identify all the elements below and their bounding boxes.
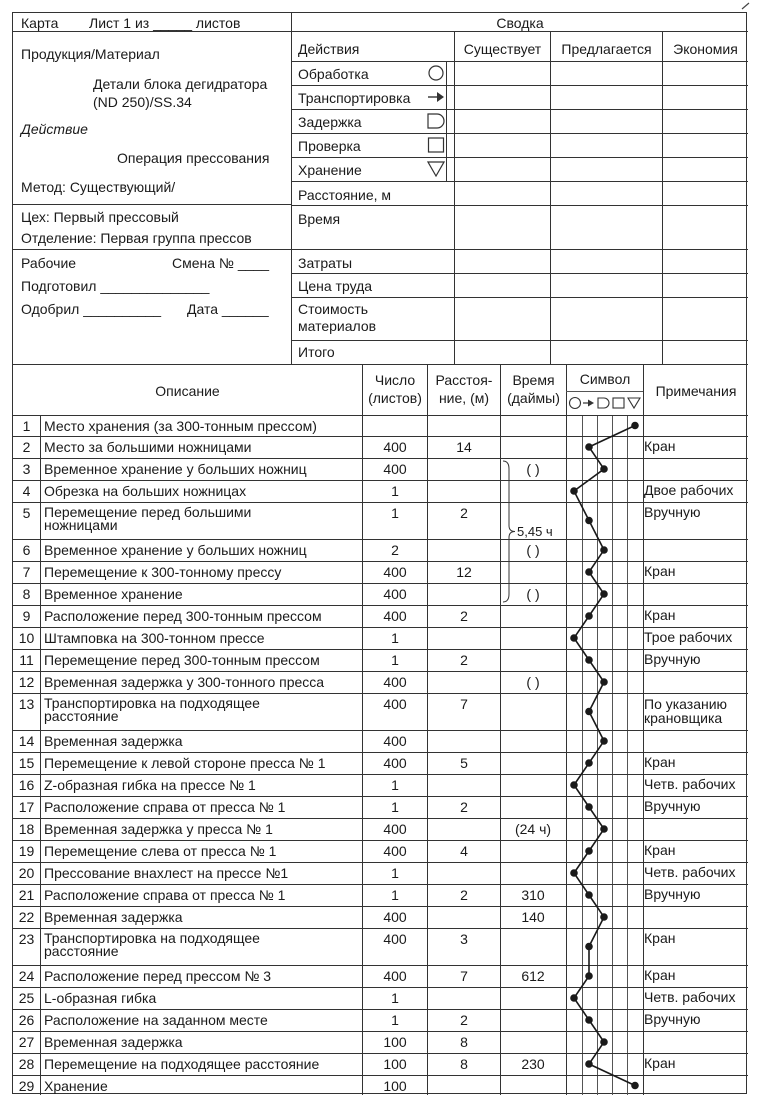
department-label: Отделение: Первая группа прессов [21, 230, 252, 246]
workers-label: Рабочие [21, 255, 77, 271]
row-distance: 5 [460, 755, 468, 771]
row-number: 2 [22, 439, 31, 455]
row-number: 15 [18, 755, 35, 771]
row-count: 1 [391, 990, 399, 1006]
row-distance: 2 [460, 608, 468, 624]
flow-point [570, 634, 578, 642]
flow-point [600, 678, 608, 686]
row-distance: 2 [460, 887, 468, 903]
row-count: 400 [383, 608, 407, 624]
row-number: 13 [18, 696, 35, 712]
row-description: Временная задержка [44, 1034, 183, 1050]
row-description: Транспортировка на подходящее расстояние [44, 930, 260, 959]
flow-point [585, 1016, 593, 1024]
row-distance: 12 [456, 564, 472, 580]
row-description: Расположение справа от пресса № 1 [44, 887, 286, 903]
row-count: 100 [383, 1056, 407, 1072]
summary-col-proposed: Предлагается [561, 41, 652, 57]
row-description: L-образная гибка [44, 990, 157, 1006]
row-remark: Четв. рабочих [644, 776, 736, 792]
prepared-by: Подготовил ______________ [21, 278, 210, 294]
row-count: 2 [391, 542, 399, 558]
approved-by: Одобрил __________ [21, 301, 162, 317]
row-count: 1 [391, 777, 399, 793]
row-remark: Кран [644, 607, 676, 623]
flow-line [574, 426, 635, 1086]
row-description: Прессование внахлест на прессе №1 [44, 865, 289, 881]
row-time: ( ) [526, 542, 540, 558]
flow-point [570, 487, 578, 495]
row-number: 29 [18, 1078, 35, 1094]
row-remark: Вручную [644, 886, 701, 902]
row-time: 140 [521, 909, 545, 925]
row-description: Временное хранение [44, 586, 183, 602]
row-time: 612 [521, 968, 545, 984]
row-count: 1 [391, 483, 399, 499]
row-distance: 8 [460, 1034, 468, 1050]
row-remark: Вручную [644, 1011, 701, 1027]
row-remark: Кран [644, 438, 676, 454]
row-description: Место хранения (за 300-тонным прессом) [44, 418, 317, 434]
flow-point [585, 656, 593, 664]
summary-col-actions: Действия [298, 41, 360, 57]
action-value: Операция прессования [117, 150, 270, 166]
flow-process-chart-sheet [12, 12, 747, 1094]
row-distance: 7 [460, 696, 468, 712]
time-bracket-label: 5,45 ч [517, 523, 553, 539]
flow-point [631, 1082, 639, 1090]
row-description: Z-образная гибка на прессе № 1 [44, 777, 256, 793]
flow-point [585, 891, 593, 899]
row-time: (24 ч) [514, 821, 552, 837]
row-count: 400 [383, 461, 407, 477]
summary-row-transport: Транспортировка [298, 90, 411, 106]
row-number: 16 [18, 777, 35, 793]
flow-point [585, 943, 593, 951]
col-header-description: Описание [155, 383, 220, 399]
col-header-count-unit: (листов) [368, 390, 422, 406]
row-distance: 4 [460, 843, 468, 859]
row-number: 18 [18, 821, 35, 837]
row-count: 1 [391, 1012, 399, 1028]
col-header-distance-unit: ние, (м) [438, 390, 490, 406]
row-distance: 3 [460, 931, 468, 947]
row-description: Временная задержка у 300-тонного пресса [44, 674, 325, 690]
flow-line-chart [13, 13, 748, 1095]
summary-col-savings: Экономия [673, 41, 738, 57]
row-time: ( ) [526, 674, 540, 690]
row-number: 14 [18, 733, 35, 749]
flow-point [585, 759, 593, 767]
row-description: Перемещение к 300-тонному прессу [44, 564, 282, 580]
flow-point [585, 443, 593, 451]
row-remark: По указанию крановщика [644, 696, 728, 726]
summary-row-time: Время [298, 211, 341, 227]
row-description: Временная задержка [44, 909, 183, 925]
row-remark: Четв. рабочих [644, 989, 736, 1005]
row-number: 8 [22, 586, 31, 602]
summary-row-inspection: Проверка [298, 138, 361, 154]
row-number: 6 [22, 542, 31, 558]
row-count: 1 [391, 887, 399, 903]
row-description: Расположение перед 300-тонным прессом [44, 608, 322, 624]
row-remark: Кран [644, 842, 676, 858]
flow-point [570, 781, 578, 789]
row-distance: 7 [460, 968, 468, 984]
row-remark: Кран [644, 1055, 676, 1071]
row-time: 230 [521, 1056, 545, 1072]
row-remark: Вручную [644, 798, 701, 814]
row-remark: Вручную [644, 651, 701, 667]
row-count: 400 [383, 439, 407, 455]
row-count: 400 [383, 821, 407, 837]
row-description: Перемещение слева от пресса № 1 [44, 843, 277, 859]
row-count: 400 [383, 733, 407, 749]
col-header-distance: Расстоя- [435, 372, 493, 388]
summary-col-existing: Существует [463, 41, 542, 57]
flow-point [600, 590, 608, 598]
row-description: Штамповка на 300-тонном прессе [44, 630, 265, 646]
row-number: 22 [18, 909, 35, 925]
summary-row-total: Итого [298, 344, 335, 360]
row-description: Хранение [44, 1078, 108, 1094]
flow-point [600, 825, 608, 833]
row-number: 25 [18, 990, 35, 1006]
row-description: Временное хранение у больших ножниц [44, 461, 307, 477]
col-header-count: Число [374, 372, 416, 388]
row-number: 1 [22, 418, 31, 434]
row-distance: 14 [456, 439, 472, 455]
row-remark: Вручную [644, 504, 701, 520]
row-remark: Кран [644, 967, 676, 983]
row-count: 400 [383, 586, 407, 602]
row-description: Транспортировка на подходящее расстояние [44, 695, 260, 724]
row-time: ( ) [526, 586, 540, 602]
row-remark: Трое рабочих [644, 629, 733, 645]
row-description: Временная задержка [44, 733, 183, 749]
row-number: 4 [22, 483, 31, 499]
row-remark: Кран [644, 754, 676, 770]
row-number: 11 [19, 652, 34, 668]
row-count: 400 [383, 968, 407, 984]
flow-point [585, 803, 593, 811]
row-count: 100 [383, 1034, 407, 1050]
row-remark: Четв. рабочих [644, 864, 736, 880]
row-count: 100 [383, 1078, 407, 1094]
flow-point [585, 517, 593, 525]
flow-point [600, 737, 608, 745]
flow-point [585, 568, 593, 576]
row-number: 20 [18, 865, 35, 881]
flow-point [585, 612, 593, 620]
row-count: 1 [391, 652, 399, 668]
row-number: 23 [18, 931, 35, 947]
row-description: Временная задержка у пресса № 1 [44, 821, 273, 837]
row-count: 400 [383, 696, 407, 712]
row-count: 400 [383, 909, 407, 925]
col-header-time-unit: (даймы) [507, 390, 560, 406]
row-description: Расположение справа от пресса № 1 [44, 799, 286, 815]
summary-row-distance: Расстояние, м [298, 187, 392, 203]
col-header-time: Время [512, 372, 555, 388]
shop-label: Цех: Первый прессовый [21, 209, 179, 225]
row-distance: 2 [460, 505, 468, 521]
row-remark: Кран [644, 563, 676, 579]
summary-row-material-cost: Стоимость материалов [298, 301, 377, 334]
shift-label: Смена № ____ [172, 255, 269, 271]
row-number: 21 [18, 887, 35, 903]
summary-row-storage: Хранение [298, 162, 362, 178]
row-number: 5 [22, 505, 31, 521]
row-number: 7 [22, 564, 31, 580]
row-number: 27 [18, 1034, 35, 1050]
row-number: 17 [18, 799, 35, 815]
row-count: 1 [391, 630, 399, 646]
row-count: 400 [383, 755, 407, 771]
row-description: Перемещение к левой стороне пресса № 1 [44, 755, 326, 771]
sheet-counter: Лист 1 из _____ листов [89, 15, 241, 31]
row-count: 1 [391, 865, 399, 881]
row-count: 400 [383, 674, 407, 690]
row-description: Перемещение перед большими ножницами [44, 504, 252, 533]
row-count: 400 [383, 843, 407, 859]
row-distance: 8 [460, 1056, 468, 1072]
method-label: Метод: Существующий/ [21, 179, 176, 195]
row-time: 310 [521, 887, 545, 903]
time-bracket [503, 461, 515, 602]
action-label: Действие [21, 121, 88, 137]
date-field: Дата ______ [187, 301, 269, 317]
summary-row-costs: Затраты [298, 255, 353, 271]
summary-title: Сводка [496, 15, 544, 31]
row-distance: 2 [460, 799, 468, 815]
row-distance: 2 [460, 652, 468, 668]
row-number: 19 [18, 843, 35, 859]
product-value: Детали блока дегидратора [93, 76, 268, 92]
flow-point [585, 1060, 593, 1068]
flow-point [585, 972, 593, 980]
flow-point [600, 465, 608, 473]
product-code: (ND 250)/SS.34 [93, 94, 192, 110]
row-description: Временное хранение у больших ножниц [44, 542, 307, 558]
row-count: 1 [391, 799, 399, 815]
row-count: 400 [383, 564, 407, 580]
col-header-symbol: Символ [579, 371, 631, 387]
row-number: 12 [18, 674, 35, 690]
flow-point [570, 994, 578, 1002]
row-description: Обрезка на больших ножницах [44, 483, 247, 499]
product-label: Продукция/Материал [21, 46, 160, 62]
row-count: 1 [391, 505, 399, 521]
flow-point [600, 546, 608, 554]
flow-point [600, 913, 608, 921]
row-distance: 2 [460, 1012, 468, 1028]
row-number: 28 [18, 1056, 35, 1072]
row-description: Расположение на заданном месте [44, 1012, 268, 1028]
col-header-remarks: Примечания [655, 383, 737, 399]
row-description: Перемещение на подходящее расстояние [44, 1056, 320, 1072]
flow-point [585, 847, 593, 855]
row-number: 9 [22, 608, 31, 624]
corner-mark-icon [741, 2, 751, 10]
summary-row-processing: Обработка [298, 66, 369, 82]
row-remark: Кран [644, 930, 676, 946]
row-number: 3 [22, 461, 31, 477]
row-description: Расположение перед прессом № 3 [44, 968, 272, 984]
flow-point [631, 422, 639, 430]
summary-row-labor-price: Цена труда [298, 278, 373, 294]
flow-point [585, 708, 593, 716]
chart-label: Карта [21, 15, 59, 31]
flow-point [570, 869, 578, 877]
row-description: Перемещение перед 300-тонным прессом [44, 652, 320, 668]
row-time: ( ) [526, 461, 540, 477]
summary-row-delay: Задержка [298, 114, 362, 130]
row-number: 10 [18, 630, 35, 646]
flow-point [600, 1038, 608, 1046]
row-description: Место за большими ножницами [44, 439, 252, 455]
row-count: 400 [383, 931, 407, 947]
row-number: 26 [18, 1012, 35, 1028]
row-remark: Двое рабочих [644, 482, 734, 498]
row-number: 24 [18, 968, 35, 984]
